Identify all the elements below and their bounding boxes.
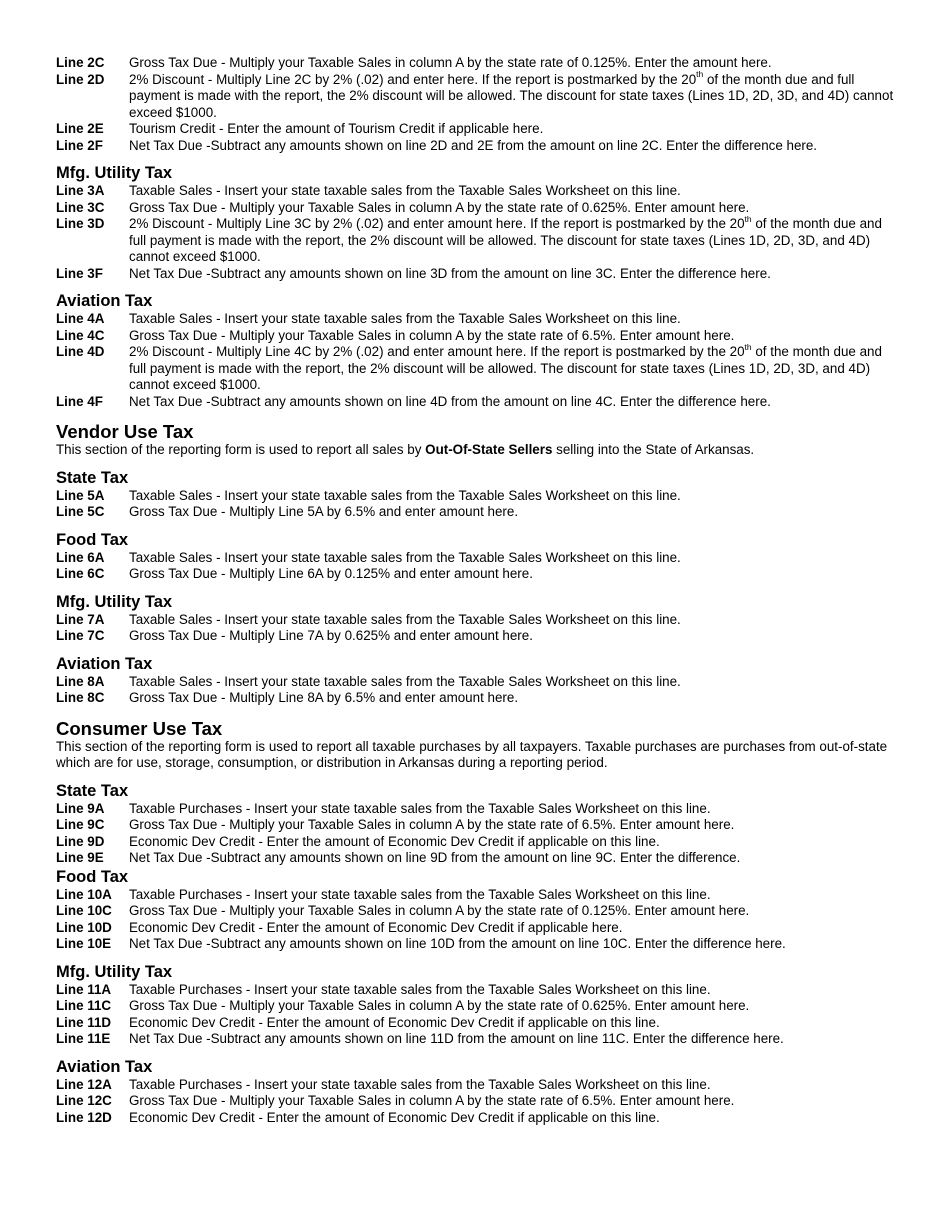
line-description: Taxable Sales - Insert your state taxable sales from the Taxable Sales Worksheet on this line.	[129, 183, 681, 198]
line-description: Net Tax Due -Subtract any amounts shown on line 4D from the amount on line 4C. Enter the difference here.	[129, 393, 771, 409]
line-item-5a	[56, 488, 896, 505]
line-description: 2% Discount - Multiply Line 2C by 2% (.02) and enter here. If the report is postmarked by the 20th of the month due and full payment is made with the report, the 2% discount will be allowed. The discount for state taxes (Lines 1D, 2D, 3D, and 4D) cannot exceed $1000.	[129, 69, 894, 120]
line-item-11c	[56, 998, 896, 1015]
line-label: Line 7A	[56, 611, 105, 627]
line-label: Line 9D	[56, 833, 105, 849]
instructions-page	[56, 55, 896, 1126]
line-description: Gross Tax Due - Multiply your Taxable Sales in column A by the state rate of 0.125%. Enter the amount here.	[129, 55, 772, 70]
line-item-2d	[56, 69, 896, 122]
line-item-7c	[56, 628, 896, 645]
line-item-6c	[56, 566, 896, 583]
line-item-5c	[56, 504, 896, 521]
line-description: Net Tax Due -Subtract any amounts shown on line 11D from the amount on line 11C. Enter the difference here.	[129, 1031, 784, 1046]
line-item-4c	[56, 328, 896, 345]
line-description: Gross Tax Due - Multiply your Taxable Sales in column A by the state rate of 6.5%. Enter amount here.	[129, 817, 735, 832]
line-description: Taxable Sales - Insert your state taxable sales from the Taxable Sales Worksheet on this line.	[129, 673, 681, 689]
line-label: Line 3F	[56, 265, 103, 281]
line-label: Line 11A	[56, 981, 112, 997]
section-heading-mfg-utility-tax: Mfg. Utility Tax	[56, 962, 173, 981]
line-item-9c	[56, 817, 896, 834]
line-label: Line 11E	[56, 1031, 111, 1046]
line-item-11d	[56, 1015, 896, 1032]
section-heading-state-tax: State Tax	[56, 468, 129, 487]
line-label: Line 12C	[56, 1093, 112, 1108]
line-label: Line 6A	[56, 549, 105, 565]
section-heading-aviation-tax: Aviation Tax	[56, 1057, 153, 1076]
line-description: Taxable Purchases - Insert your state taxable sales from the Taxable Sales Worksheet on this line.	[129, 800, 711, 816]
section-title-vendor-use-tax: Vendor Use Tax	[56, 421, 194, 442]
line-item-3c	[56, 200, 896, 217]
line-item-10c	[56, 903, 896, 920]
line-item-8a	[56, 674, 896, 691]
line-item-12c	[56, 1093, 896, 1110]
line-label: Line 5C	[56, 504, 105, 519]
line-item-4a	[56, 311, 896, 328]
line-label: Line 4D	[56, 344, 105, 359]
section-heading-food-tax: Food Tax	[56, 530, 129, 549]
line-label: Line 8C	[56, 690, 105, 705]
line-label: Line 2E	[56, 121, 104, 136]
line-item-7a	[56, 612, 896, 629]
line-item-12a	[56, 1077, 896, 1094]
line-label: Line 12D	[56, 1109, 112, 1125]
line-description: Economic Dev Credit - Enter the amount of Economic Dev Credit if applicable here.	[129, 919, 623, 935]
line-item-11e	[56, 1031, 896, 1048]
line-label: Line 4F	[56, 393, 103, 409]
line-label: Line 4C	[56, 327, 105, 343]
line-description: Taxable Sales - Insert your state taxable sales from the Taxable Sales Worksheet on this line.	[129, 549, 681, 565]
line-description: Tourism Credit - Enter the amount of Tourism Credit if applicable here.	[129, 121, 544, 136]
line-label: Line 11D	[56, 1014, 112, 1030]
line-description: Economic Dev Credit - Enter the amount of Economic Dev Credit if applicable on this line.	[129, 833, 660, 849]
line-description: Gross Tax Due - Multiply your Taxable Sales in column A by the state rate of 0.125%. Enter amount here.	[129, 903, 750, 918]
line-label: Line 9A	[56, 800, 105, 816]
line-item-4d	[56, 341, 896, 394]
line-item-10a	[56, 887, 896, 904]
line-description: Gross Tax Due - Multiply your Taxable Sales in column A by the state rate of 0.625%. Enter amount here.	[129, 998, 750, 1013]
line-label: Line 5A	[56, 487, 105, 503]
line-description: 2% Discount - Multiply Line 3C by 2% (.02) and enter amount here. If the report is postmarked by the 20th of the month due and full payment is made with the report, the 2% discount will be allowed. The discount for state taxes (Lines 1D, 2D, 3D, and 4D) cannot exceed $1000.	[129, 213, 882, 264]
line-item-2f	[56, 138, 896, 155]
line-description: Net Tax Due -Subtract any amounts shown on line 3D from the amount on line 3C. Enter the difference here.	[129, 265, 771, 281]
section-heading-mfg-utility-tax: Mfg. Utility Tax	[56, 164, 173, 182]
line-item-2c	[56, 55, 896, 72]
line-item-12d	[56, 1110, 896, 1127]
line-item-2e	[56, 121, 896, 138]
line-item-3d	[56, 213, 896, 266]
line-description: Gross Tax Due - Multiply your Taxable Sales in column A by the state rate of 6.5%. Enter amount here.	[129, 327, 735, 343]
line-label: Line 10A	[56, 886, 112, 902]
line-label: Line 3A	[56, 183, 105, 198]
line-description: Net Tax Due -Subtract any amounts shown on line 10D from the amount on line 10C. Enter the difference here.	[129, 936, 786, 951]
line-label: Line 6C	[56, 566, 105, 581]
line-item-9d	[56, 834, 896, 851]
line-description: Gross Tax Due - Multiply your Taxable Sales in column A by the state rate of 0.625%. Enter amount here.	[129, 199, 750, 215]
line-description: Gross Tax Due - Multiply Line 8A by 6.5% and enter amount here.	[129, 690, 519, 705]
line-item-3f	[56, 266, 896, 283]
line-item-10e	[56, 936, 896, 953]
line-label: Line 9C	[56, 817, 105, 832]
section-title-consumer-use-tax: Consumer Use Tax	[56, 717, 223, 739]
section-heading-state-tax: State Tax	[56, 781, 129, 800]
line-description: Taxable Purchases - Insert your state taxable sales from the Taxable Sales Worksheet on this line.	[129, 886, 711, 902]
line-label: Line 2C	[56, 55, 105, 70]
line-description: Gross Tax Due - Multiply Line 6A by 0.125% and enter amount here.	[129, 566, 533, 581]
line-item-9e	[56, 850, 896, 867]
line-item-3a	[56, 183, 896, 200]
line-description: Taxable Purchases - Insert your state taxable sales from the Taxable Sales Worksheet on this line.	[129, 1076, 711, 1092]
line-label: Line 7C	[56, 628, 105, 643]
line-label: Line 10C	[56, 903, 112, 918]
line-description: Taxable Sales - Insert your state taxable sales from the Taxable Sales Worksheet on this line.	[129, 487, 681, 503]
section-heading-food-tax: Food Tax	[56, 867, 129, 886]
line-label: Line 4A	[56, 311, 105, 326]
section-intro: This section of the reporting form is used to report all sales by Out-Of-State Sellers selling into the State of Arkansas.	[56, 442, 755, 457]
line-item-11a	[56, 982, 896, 999]
line-label: Line 2D	[56, 71, 105, 87]
line-description: Net Tax Due -Subtract any amounts shown on line 2D and 2E from the amount on line 2C. Enter the difference here.	[129, 137, 818, 153]
line-label: Line 9E	[56, 850, 104, 865]
line-label: Line 8A	[56, 673, 105, 689]
line-description: 2% Discount - Multiply Line 4C by 2% (.02) and enter amount here. If the report is postmarked by the 20th of the month due and full payment is made with the report, the 2% discount will be allowed. The discount for state taxes (Lines 1D, 2D, 3D, and 4D) cannot exceed $1000.	[129, 341, 882, 392]
line-item-6a	[56, 550, 896, 567]
line-description: Gross Tax Due - Multiply your Taxable Sales in column A by the state rate of 6.5%. Enter amount here.	[129, 1093, 735, 1108]
line-label: Line 3C	[56, 199, 105, 215]
line-description: Gross Tax Due - Multiply Line 5A by 6.5% and enter amount here.	[129, 504, 519, 519]
line-description: Taxable Sales - Insert your state taxable sales from the Taxable Sales Worksheet on this line.	[129, 611, 681, 627]
line-item-4f	[56, 394, 896, 411]
line-description: Taxable Sales - Insert your state taxable sales from the Taxable Sales Worksheet on this line.	[129, 311, 681, 326]
line-label: Line 11C	[56, 998, 112, 1013]
line-label: Line 10D	[56, 919, 112, 935]
line-description: Net Tax Due -Subtract any amounts shown on line 9D from the amount on line 9C. Enter the difference.	[129, 850, 741, 865]
line-label: Line 3D	[56, 216, 105, 231]
line-label: Line 12A	[56, 1076, 112, 1092]
line-description: Economic Dev Credit - Enter the amount of Economic Dev Credit if applicable on this line.	[129, 1014, 660, 1030]
line-item-9a	[56, 801, 896, 818]
line-label: Line 2F	[56, 137, 103, 153]
section-intro: This section of the reporting form is used to report all taxable purchases by all taxpayers. Taxable purchases are purchases from out-of-state which are for use, storage, consumption, or distribution in Arkansas during a reporting period.	[56, 738, 888, 770]
line-description: Taxable Purchases - Insert your state taxable sales from the Taxable Sales Worksheet on this line.	[129, 981, 711, 997]
line-item-8c	[56, 690, 896, 707]
section-heading-aviation-tax: Aviation Tax	[56, 292, 153, 310]
section-heading-aviation-tax: Aviation Tax	[56, 654, 153, 673]
line-description: Gross Tax Due - Multiply Line 7A by 0.625% and enter amount here.	[129, 628, 533, 643]
section-heading-mfg-utility-tax: Mfg. Utility Tax	[56, 592, 173, 611]
line-description: Economic Dev Credit - Enter the amount of Economic Dev Credit if applicable on this line.	[129, 1109, 660, 1125]
line-item-10d	[56, 920, 896, 937]
line-label: Line 10E	[56, 936, 112, 951]
